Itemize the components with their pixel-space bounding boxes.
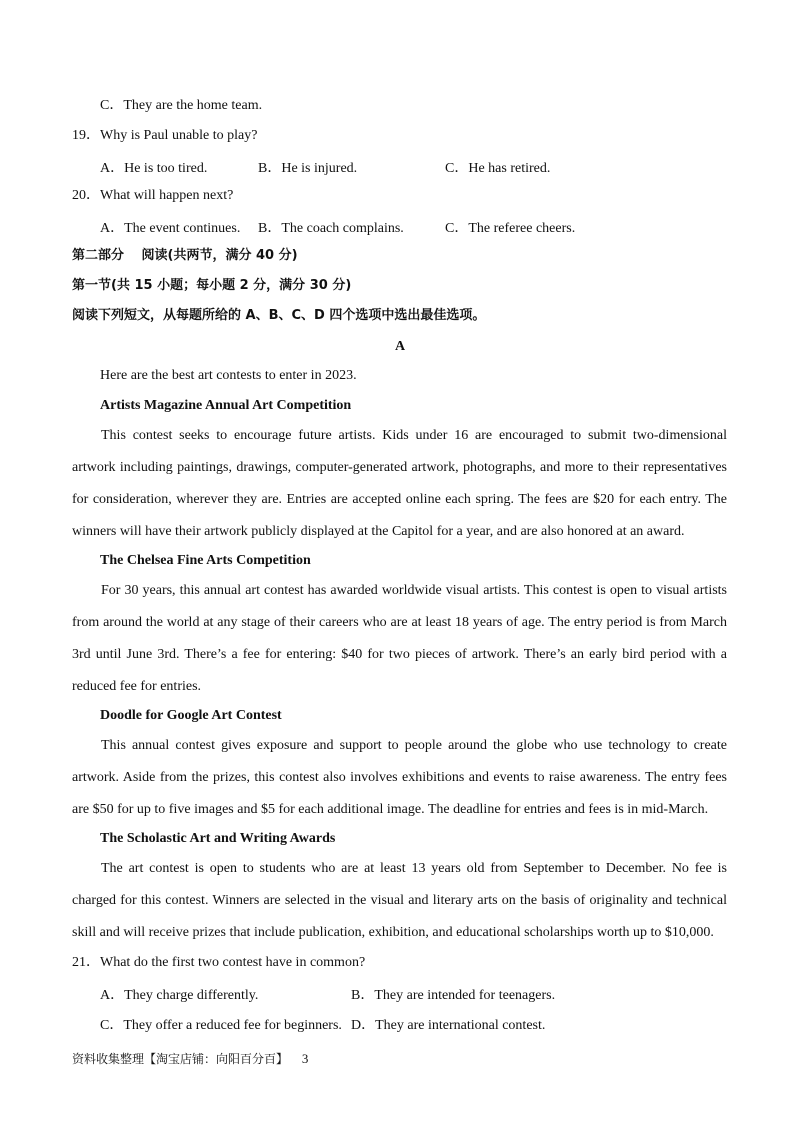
- contest-text-4: The art contest is open to students who are at least 13 years old from September to December. No fee is charged for this contest. Winners are selected in the visual and literary arts on the basis of originality and technical skill and will receive prizes that include publication, exhibition, and educational scholarships worth up to $10,000.: [72, 861, 727, 940]
- contest-title-1: Artists Magazine Annual Art Competition: [100, 398, 352, 413]
- footer-source: 资料收集整理【淘宝店铺：向阳百分百】: [72, 1052, 289, 1066]
- q18-option-c: C．They are the home team.: [100, 98, 263, 113]
- q21-option-d: D．They are international contest.: [351, 1018, 546, 1033]
- q21-stem: 21．What do the first two contest have in common?: [72, 955, 366, 970]
- passage-label: A: [394, 339, 406, 354]
- reading-instruction: 阅读下列短文，从每题所给的 A、B、C、D 四个选项中选出最佳选项。: [72, 308, 486, 323]
- q20-stem: 20．What will happen next?: [72, 188, 234, 203]
- q21-option-b: B．They are intended for teenagers.: [351, 988, 556, 1003]
- page-footer: [72, 1050, 308, 1067]
- q20-option-c: C．The referee cheers.: [445, 221, 576, 236]
- q19-option-a: A．He is too tired.: [100, 161, 208, 176]
- q19-option-b: B．He is injured.: [258, 161, 358, 176]
- q21-option-a: A．They charge differently.: [100, 988, 259, 1003]
- passage-intro: Here are the best art contests to enter in 2023.: [100, 368, 357, 383]
- contest-title-3: Doodle for Google Art Contest: [100, 708, 282, 723]
- contest-title-2: The Chelsea Fine Arts Competition: [100, 553, 311, 568]
- q20-option-b: B．The coach complains.: [258, 221, 404, 236]
- contest-title-4: The Scholastic Art and Writing Awards: [100, 831, 336, 846]
- part2-title: 第二部分 阅读(共两节，满分 40 分): [72, 248, 298, 263]
- q19-option-c: C．He has retired.: [445, 161, 551, 176]
- section1-title: 第一节(共 15 小题；每小题 2 分，满分 30 分): [72, 278, 352, 293]
- contest-text-2: For 30 years, this annual art contest has awarded worldwide visual artists. This contest is open to visual artists from around the world at any stage of their careers who are at least 18 years of age. The entry period is from March 3rd until June 3rd. There’s a fee for entering: $40 for two pieces of artwork. There’s an early bird period with a reduced fee for entries.: [72, 583, 727, 694]
- contest-text-1: This contest seeks to encourage future artists. Kids under 16 are encouraged to submit two-dimensional artwork including paintings, drawings, computer-generated artwork, photographs, and more to their representatives for consideration, wherever they are. Entries are accepted online each spring. The fees are $20 for each entry. The winners will have their artwork publicly displayed at the Capitol for a year, and are also honored at an award.: [72, 428, 727, 539]
- contest-text-3: This annual contest gives exposure and support to people around the globe who use technology to create artwork. Aside from the prizes, this contest also involves exhibitions and events to raise awareness. The entry fees are $50 for up to five images and $5 for each additional image. The deadline for entries and fees is in mid-March.: [72, 738, 727, 817]
- q21-option-c: C．They offer a reduced fee for beginners.: [100, 1018, 342, 1033]
- q19-stem: 19．Why is Paul unable to play?: [72, 128, 258, 143]
- q20-option-a: A．The event continues.: [100, 221, 241, 236]
- page-number: 3: [301, 1051, 309, 1066]
